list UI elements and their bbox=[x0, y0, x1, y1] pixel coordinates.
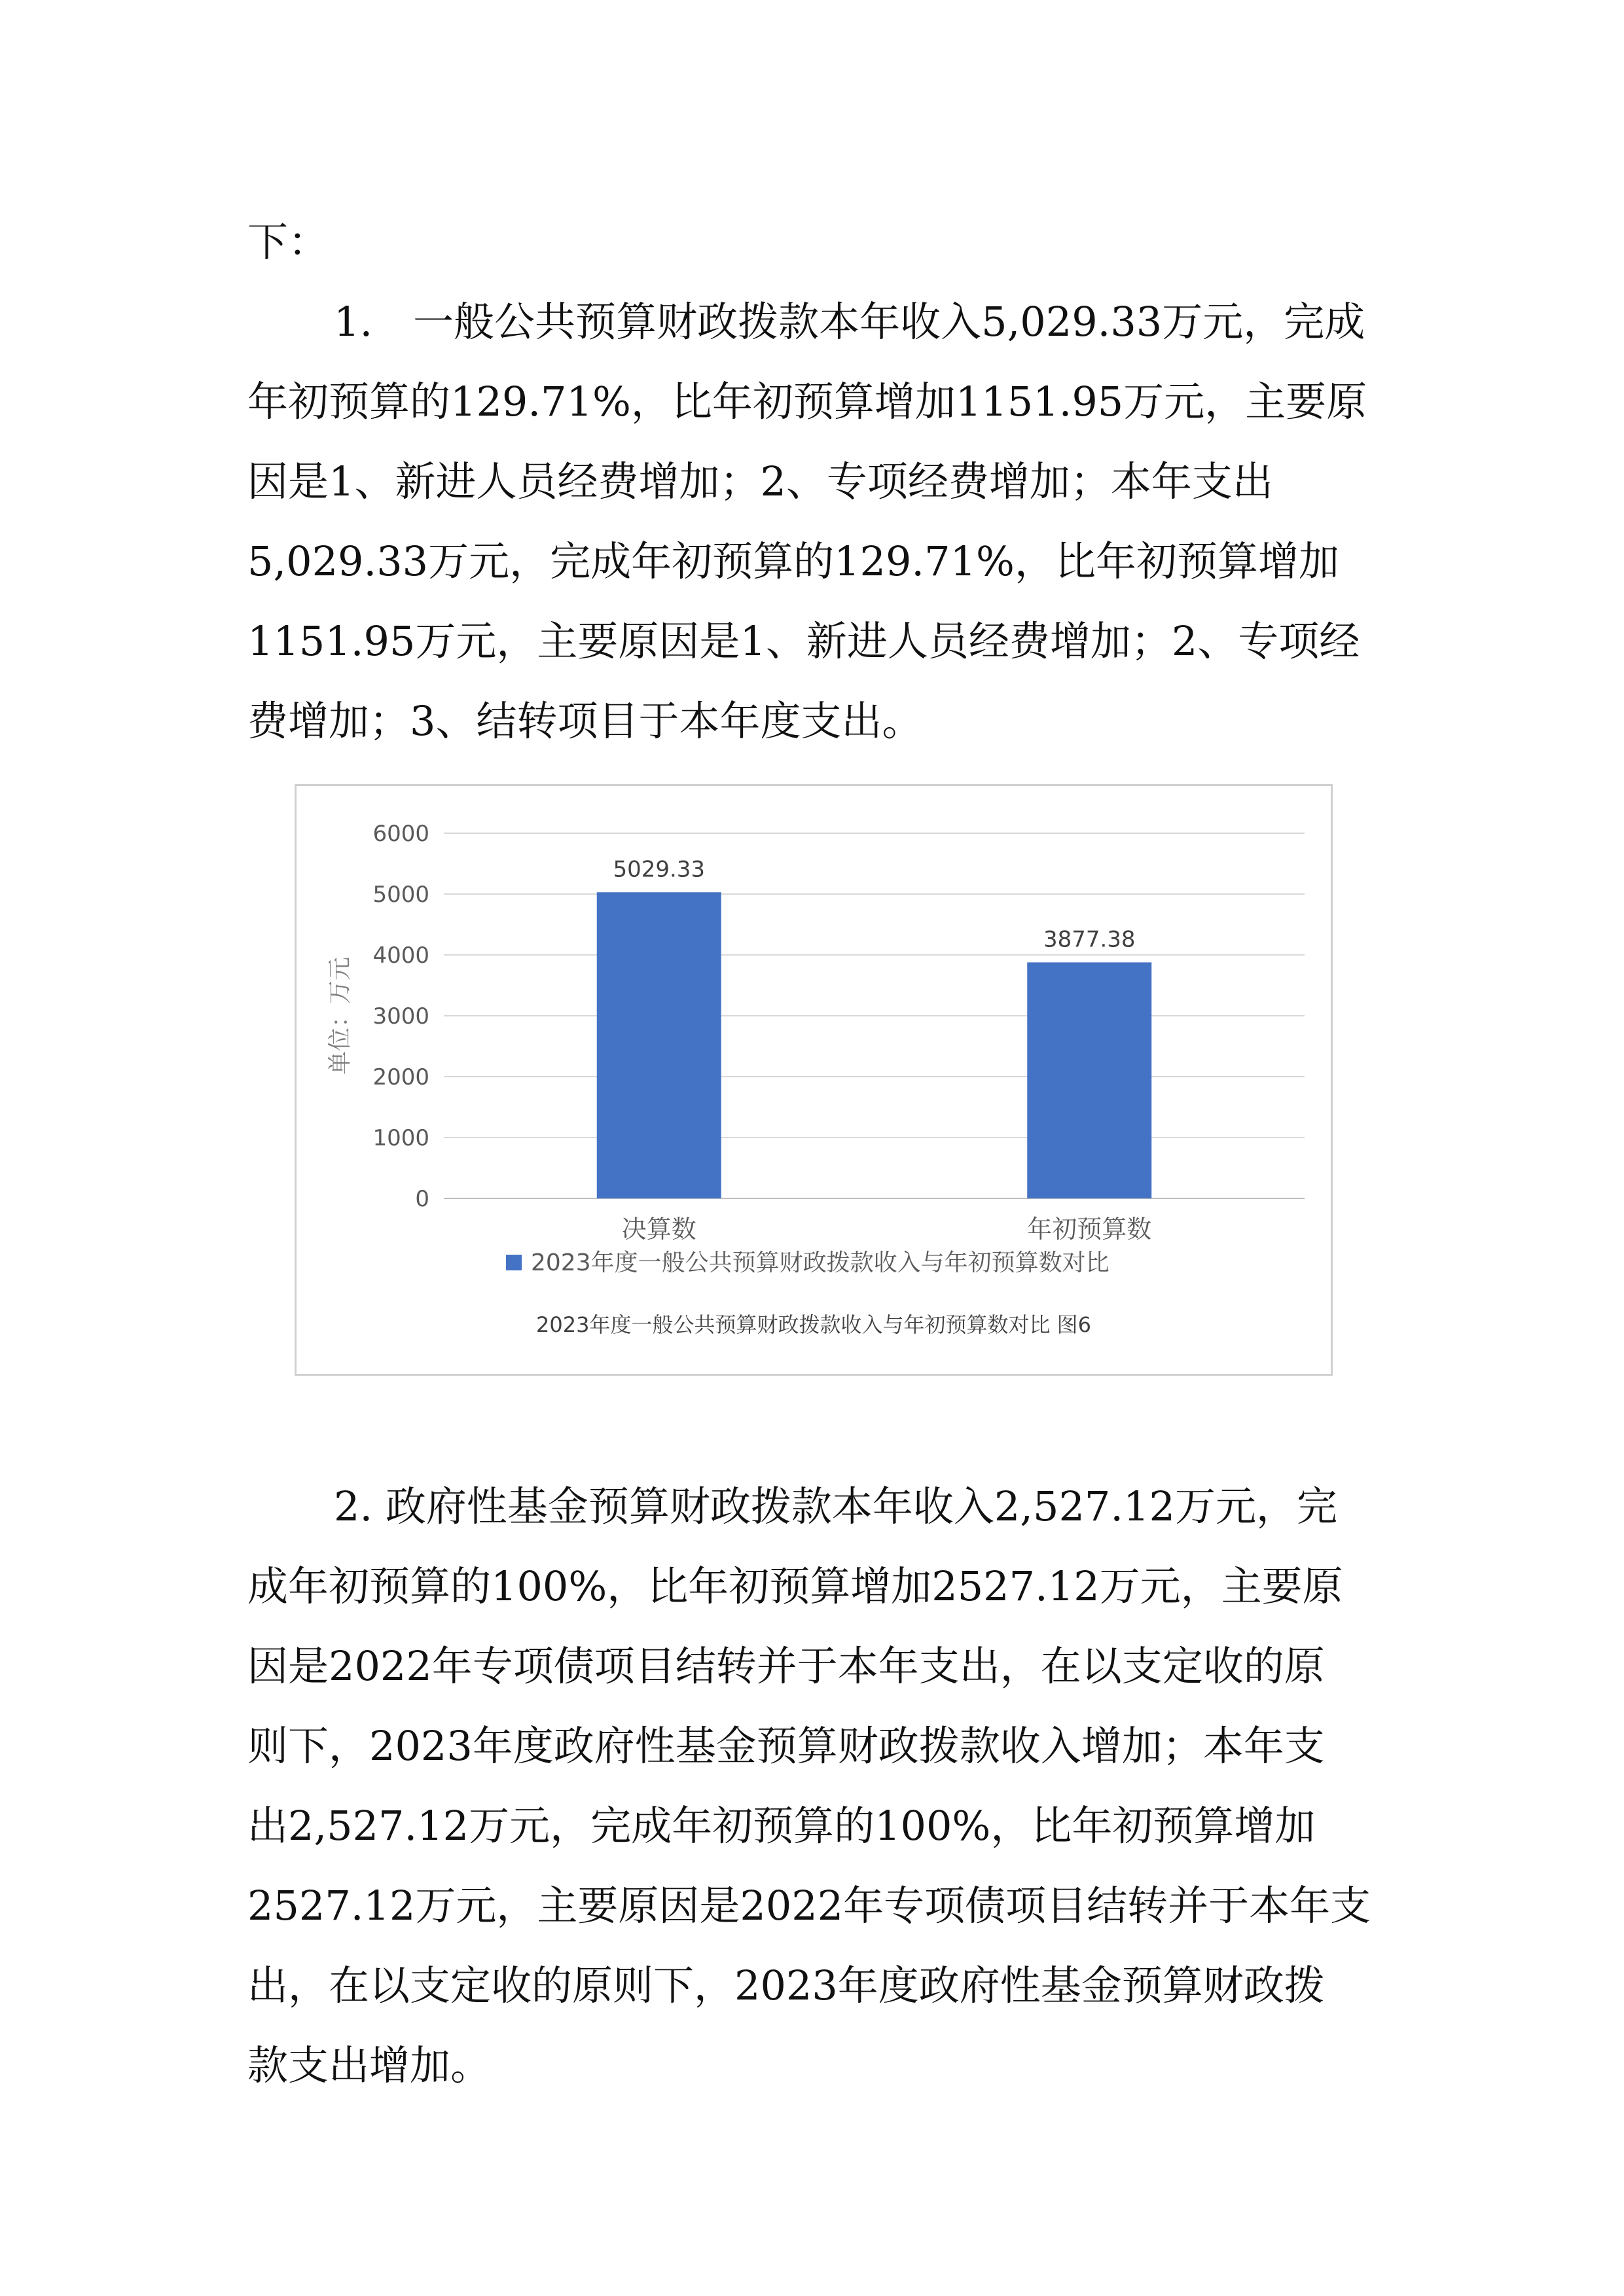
x-tick-label: 决算数 bbox=[621, 1215, 696, 1244]
text-line: 1. 一般公共预算财政拨款本年收入5,029.33万元，完成 bbox=[334, 298, 1365, 346]
y-tick-label: 4000 bbox=[372, 942, 429, 969]
bar bbox=[1027, 962, 1151, 1198]
text-line: 因是2022年专项债项目结转并于本年支出，在以支定收的原 bbox=[247, 1642, 1325, 1690]
text-line: 下： bbox=[247, 218, 329, 266]
y-tick-label: 2000 bbox=[372, 1064, 429, 1090]
x-tick-label: 年初预算数 bbox=[1027, 1215, 1152, 1244]
bar-chart bbox=[297, 786, 1331, 1374]
text-line: 费增加；3、结转项目于本年度支出。 bbox=[247, 697, 923, 745]
y-tick-label: 1000 bbox=[372, 1125, 429, 1151]
bar bbox=[597, 892, 721, 1198]
text-line: 成年初预算的100%，比年初预算增加2527.12万元，主要原 bbox=[247, 1562, 1343, 1610]
text-line: 出，在以支定收的原则下，2023年度政府性基金预算财政拨 bbox=[247, 1962, 1325, 2009]
text-line: 因是1、新进人员经费增加；2、专项经费增加；本年支出 bbox=[247, 457, 1273, 505]
chart-caption: 2023年度一般公共预算财政拨款收入与年初预算数对比 图6 bbox=[536, 1312, 1091, 1337]
text-line: 出2,527.12万元，完成年初预算的100%，比年初预算增加 bbox=[247, 1802, 1316, 1850]
text-line: 5,029.33万元，完成年初预算的129.71%，比年初预算增加 bbox=[247, 537, 1339, 585]
text-line: 款支出增加。 bbox=[247, 2041, 492, 2089]
y-tick-label: 3000 bbox=[372, 1003, 429, 1030]
text-line: 1151.95万元，主要原因是1、新进人员经费增加；2、专项经 bbox=[247, 617, 1360, 665]
data-label: 3877.38 bbox=[1043, 926, 1136, 953]
legend-swatch bbox=[506, 1255, 522, 1270]
chart-container bbox=[295, 784, 1333, 1376]
data-label: 5029.33 bbox=[613, 856, 706, 883]
y-tick-label: 0 bbox=[415, 1186, 429, 1212]
text-line: 2. 政府性基金预算财政拨款本年收入2,527.12万元，完 bbox=[334, 1482, 1337, 1530]
text-line: 则下，2023年度政府性基金预算财政拨款收入增加；本年支 bbox=[247, 1722, 1325, 1770]
legend-label: 2023年度一般公共预算财政拨款收入与年初预算数对比 bbox=[531, 1249, 1110, 1276]
y-tick-label: 5000 bbox=[372, 882, 429, 908]
text-line: 年初预算的129.71%，比年初预算增加1151.95万元，主要原 bbox=[247, 378, 1367, 425]
text-line: 2527.12万元，主要原因是2022年专项债项目结转并于本年支 bbox=[247, 1882, 1371, 1929]
y-tick-label: 6000 bbox=[372, 821, 429, 847]
y-axis-label: 单位：万元 bbox=[327, 956, 353, 1075]
